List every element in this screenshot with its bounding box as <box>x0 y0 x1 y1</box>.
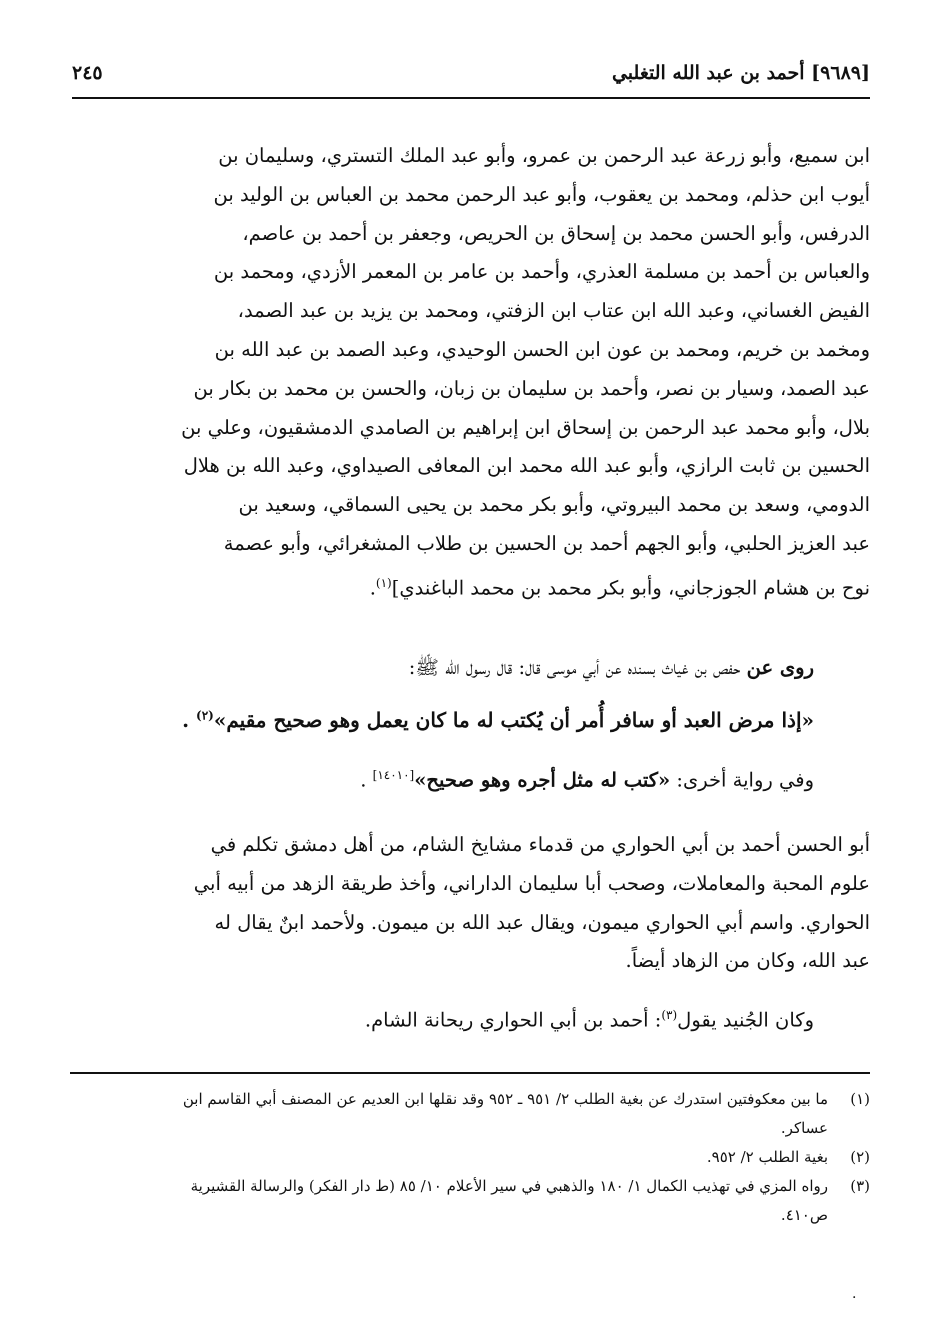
quote-start: وكان الجُنيد يقول <box>677 1008 814 1032</box>
header-rule <box>72 97 870 99</box>
text-line: الدومي، وسعد بن محمد البيروتي، وأبو بكر محمد بن يحيى السماقي، وسعيد بن <box>238 493 870 517</box>
text-line: ومخمد بن خريم، ومحمد بن عون ابن الحسن الوحيدي، وعبد الصمد بن عبد الله بن <box>214 337 870 361</box>
hadith-variant <box>72 768 814 792</box>
footnote-number: (٢) <box>850 1148 870 1166</box>
hadith-end-mark: . <box>182 708 190 732</box>
page-number: ٢٤٥ <box>72 62 103 84</box>
variant-end-mark: . <box>360 768 367 792</box>
text-line: بلال، وأبو محمد عبد الرحمن بن إسحاق ابن إبراهيم بن الصامدي الدمشقيون، وعلي بن <box>181 415 870 439</box>
text-line: عبد العزيز الحلبي، وأبو الجهم أحمد بن الحسين بن طلاب المشغرائي، وأبو عصمة <box>223 531 870 555</box>
text-line: ابن سميع، وأبو زرعة عبد الرحمن بن عمرو، وأبو عبد الملك التستري، وسليمان بن <box>218 144 870 167</box>
footnote-ref: (٣) <box>661 1008 678 1022</box>
text-line: الدرفس، وأبو الحسن محمد بن إسحاق بن الحريص، وجعفر بن أحمد بن عاصم، <box>242 221 870 245</box>
footnote-ref: (١) <box>375 575 392 590</box>
footnotes <box>72 1085 870 1230</box>
hadith-intro-text: حفص بن غياث بسنده عن أبي موسى قال: قال رسول الله ﷺ: <box>408 656 741 679</box>
footnote-line: رواه المزي في تهذيب الكمال ١/ ١٨٠ والذهبي في سير الأعلام ١٠/ ٨٥ (ط دار الفكر) والرسالة القشيرية <box>190 1177 828 1195</box>
footnote-line: ص٤١٠. <box>780 1206 828 1224</box>
footnote-line: عساكر. <box>780 1119 828 1137</box>
footnote <box>72 1143 870 1172</box>
text-line-content: نوح بن هشام الجوزجاني، وأبو بكر محمد بن محمد الباغندي] <box>391 576 870 600</box>
text-line: الفيض الغساني، وعبد الله ابن عتاب ابن الزفتي، ومحمد بن يزيد بن عبد الصمد، <box>237 299 870 323</box>
text-line: والعباس بن أحمد بن مسلمة العذري، وأحمد بن عامر بن المعمر الأزدي، ومحمد بن <box>213 260 870 284</box>
text-line: أيوب ابن حذلم، ومحمد بن يعقوب، وأبو عبد الرحمن محمد بن العباس بن الوليد بن <box>213 182 870 206</box>
hadith-quote: «إذا مرض العبد أو سافر أُمر أن يُكتب له ما كان يعمل وهو صحيح مقيم» <box>213 708 814 732</box>
text-line-last: عبد الله، وكان من الزهاد أيضاً. <box>625 949 870 973</box>
text-line-last <box>72 564 870 603</box>
footnote-number: (١) <box>850 1090 870 1108</box>
footnote-rule <box>70 1072 870 1074</box>
text-line: عبد الصمد، وسيار بن نصر، وأحمد بن سليمان بن زبان، والحسن بن محمد بن بكار بن <box>193 376 870 400</box>
footnote-ref: (٢) <box>196 708 214 723</box>
hadith-intro-label: روى عن <box>746 656 814 679</box>
narrators-paragraph <box>72 137 870 603</box>
running-header <box>72 58 870 94</box>
variant-intro: وفي رواية أخرى: <box>676 768 814 792</box>
line-end-mark: . <box>369 576 376 600</box>
scan-speck: · <box>852 1290 857 1306</box>
footnote-line: بغية الطلب ٢/ ٩٥٢. <box>706 1148 828 1166</box>
text-line: الحواري. واسم أبي الحواري ميمون، ويقال عبد الله بن ميمون. ولأحمد ابنٌ يقال له <box>214 910 870 934</box>
hadith-text <box>72 708 814 732</box>
text-line: الحسين بن ثابت الرازي، وأبو عبد الله محمد ابن المعافى الصيداوي، وعبد الله بن هلال <box>183 454 870 478</box>
footnote-number: (٣) <box>850 1177 870 1195</box>
text-line: علوم المحبة والمعاملات، وصحب أبا سليمان الداراني، وأخذ طريقة الزهد من أبيه أبي <box>193 871 870 895</box>
hadith-number: [١٤٠١٠] <box>372 768 415 782</box>
text-line: أبو الحسن أحمد بن أبي الحواري من قدماء مشايخ الشام، من أهل دمشق تكلم في <box>210 833 870 856</box>
footnote-line: ما بين معكوفتين استدرك عن بغية الطلب ٢/ ٩٥١ ـ ٩٥٢ وقد نقلها ابن العديم عن المصنف أبي القاسم ابن <box>182 1090 828 1108</box>
header-title: [٩٦٨٩] أحمد بن عبد الله التغلبي <box>611 62 870 84</box>
footnote <box>72 1085 870 1143</box>
hadith-intro <box>72 656 814 684</box>
biography-paragraph <box>72 826 870 981</box>
footnote <box>72 1172 870 1230</box>
quote-end: : أحمد بن أبي الحواري ريحانة الشام. <box>364 1008 662 1032</box>
variant-quote: «كتب له مثل أجره وهو صحيح» <box>414 768 671 792</box>
junayd-quote <box>72 1008 814 1032</box>
